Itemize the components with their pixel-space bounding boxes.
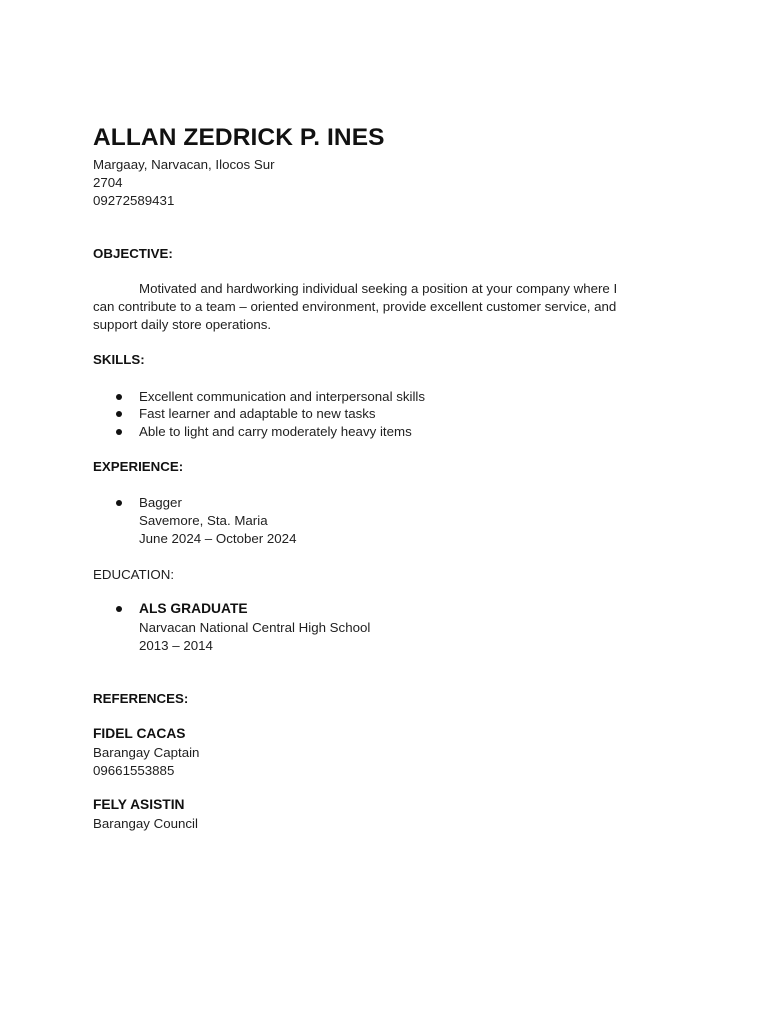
bullet-icon [116,411,122,417]
education-heading: EDUCATION: [93,567,175,582]
objective-heading: OBJECTIVE: [93,246,173,261]
objective-line-1: Motivated and hardworking individual seeking a position at your company where I [139,281,618,296]
skill-item: Fast learner and adaptable to new tasks [139,406,376,421]
bullet-icon [116,606,122,612]
reference-phone: 09661553885 [93,763,175,778]
skills-heading: SKILLS: [93,352,145,367]
bullet-icon [116,500,122,506]
reference-name: FIDEL CACAS [93,726,186,741]
applicant-name: ALLAN ZEDRICK P. INES [93,124,385,151]
bullet-icon [116,429,122,435]
experience-heading: EXPERIENCE: [93,459,184,474]
experience-title: Bagger [139,495,182,510]
reference-name: FELY ASISTIN [93,797,185,812]
applicant-address: Margaay, Narvacan, Ilocos Sur [93,157,275,172]
applicant-phone: 09272589431 [93,193,175,208]
experience-dates: June 2024 – October 2024 [139,531,297,546]
applicant-zip: 2704 [93,175,123,190]
reference-role: Barangay Council [93,816,198,831]
objective-line-2: can contribute to a team – oriented environment, provide excellent customer service, and [93,299,617,314]
education-title: ALS GRADUATE [139,601,248,616]
education-years: 2013 – 2014 [139,638,213,653]
experience-place: Savemore, Sta. Maria [139,513,268,528]
skill-item: Excellent communication and interpersonal skills [139,389,426,404]
reference-role: Barangay Captain [93,745,200,760]
bullet-icon [116,394,122,400]
education-school: Narvacan National Central High School [139,620,371,635]
objective-line-3: support daily store operations. [93,317,272,332]
references-heading: REFERENCES: [93,691,189,706]
skill-item: Able to light and carry moderately heavy items [139,424,412,439]
